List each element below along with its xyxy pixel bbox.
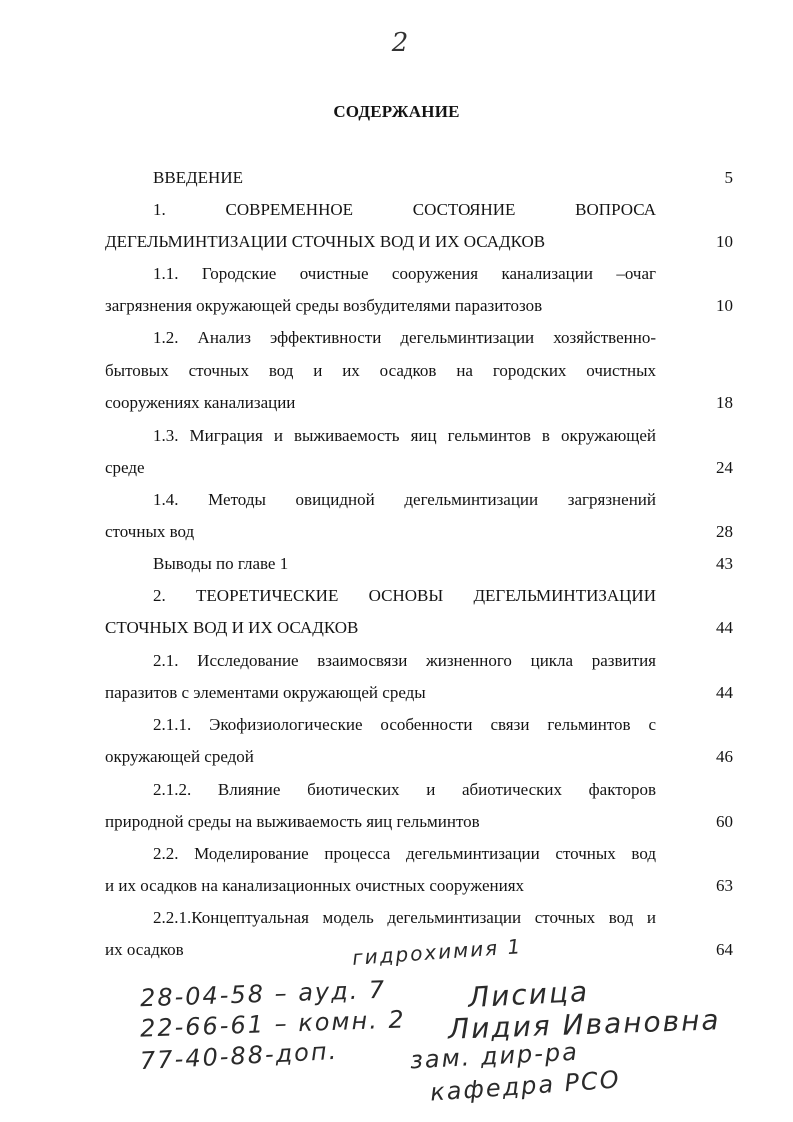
handwritten-note: 77-40-88-доп.: [139, 1036, 339, 1076]
handwritten-note: 28-04-58 – ауд. 7: [139, 975, 387, 1013]
toc-line: сточных вод: [105, 522, 195, 541]
toc-page: 43: [716, 554, 733, 573]
toc-line: 1.3. Миграция и выживаемость яиц гельминтов в окружающей: [153, 426, 656, 445]
toc-line: 1.4. Методы овицидной дегельминтизации загрязнений: [153, 490, 656, 509]
page-title: СОДЕРЖАНИЕ: [333, 102, 460, 121]
toc-line: ВВЕДЕНИЕ: [153, 168, 243, 187]
handwritten-note: зам. дир-ра: [409, 1037, 580, 1075]
toc-line: среде: [105, 458, 145, 477]
toc-line: 1.1. Городские очистные сооружения канализации –очаг: [153, 264, 656, 283]
toc-line: СТОЧНЫХ ВОД И ИХ ОСАДКОВ: [105, 618, 359, 637]
toc-line: природной среды на выживаемость яиц гельминтов: [105, 812, 480, 831]
toc-page: 46: [716, 747, 733, 766]
toc-line: 1. СОВРЕМЕННОЕ СОСТОЯНИЕ ВОПРОСА: [153, 200, 656, 219]
toc-page: 5: [724, 168, 733, 187]
toc-line: 2.1.1. Экофизиологические особенности связи гельминтов с: [153, 715, 656, 734]
handwritten-note: 22-66-61 – комн. 2: [139, 1005, 407, 1043]
toc-line: окружающей средой: [105, 747, 254, 766]
toc-page: 63: [716, 876, 733, 895]
toc-page: 10: [716, 232, 733, 251]
toc-line: паразитов с элементами окружающей среды: [105, 683, 426, 702]
toc-line: сооружениях канализации: [105, 393, 296, 412]
toc-line: 1.2. Анализ эффективности дегельминтизации хозяйственно-: [153, 328, 656, 347]
toc-page: 28: [716, 522, 733, 541]
page-number: 2: [391, 28, 409, 58]
toc-page: 44: [716, 618, 733, 637]
toc-line: загрязнения окружающей среды возбудителями паразитозов: [105, 296, 543, 315]
handwritten-note: гидрохимия 1: [351, 934, 523, 970]
toc-line: бытовых сточных вод и их осадков на городских очистных: [105, 361, 656, 380]
toc-line: 2.2. Моделирование процесса дегельминтизации сточных вод: [153, 844, 656, 863]
toc-line: их осадков: [105, 940, 184, 959]
toc-line: 2. ТЕОРЕТИЧЕСКИЕ ОСНОВЫ ДЕГЕЛЬМИНТИЗАЦИИ: [153, 586, 656, 605]
toc-page: 10: [716, 296, 733, 315]
toc-line: ДЕГЕЛЬМИНТИЗАЦИИ СТОЧНЫХ ВОД И ИХ ОСАДКОВ: [105, 232, 546, 251]
handwritten-note: Лисица: [467, 974, 590, 1015]
toc-line: Выводы по главе 1: [153, 554, 289, 573]
toc-line: 2.1. Исследование взаимосвязи жизненного цикла развития: [153, 651, 656, 670]
toc-page: 60: [716, 812, 733, 831]
toc-line: 2.1.2. Влияние биотических и абиотических факторов: [153, 780, 656, 799]
handwritten-note: кафедра РСО: [429, 1065, 622, 1107]
handwritten-note: Лидия Ивановна: [447, 1003, 722, 1046]
toc-page: 44: [716, 683, 733, 702]
toc-page: 18: [716, 393, 733, 412]
toc-page: 64: [716, 940, 733, 959]
toc-page: 24: [716, 458, 733, 477]
toc-line: 2.2.1.Концептуальная модель дегельминтизации сточных вод и: [153, 908, 656, 927]
toc-line: и их осадков на канализационных очистных сооружениях: [105, 876, 525, 895]
